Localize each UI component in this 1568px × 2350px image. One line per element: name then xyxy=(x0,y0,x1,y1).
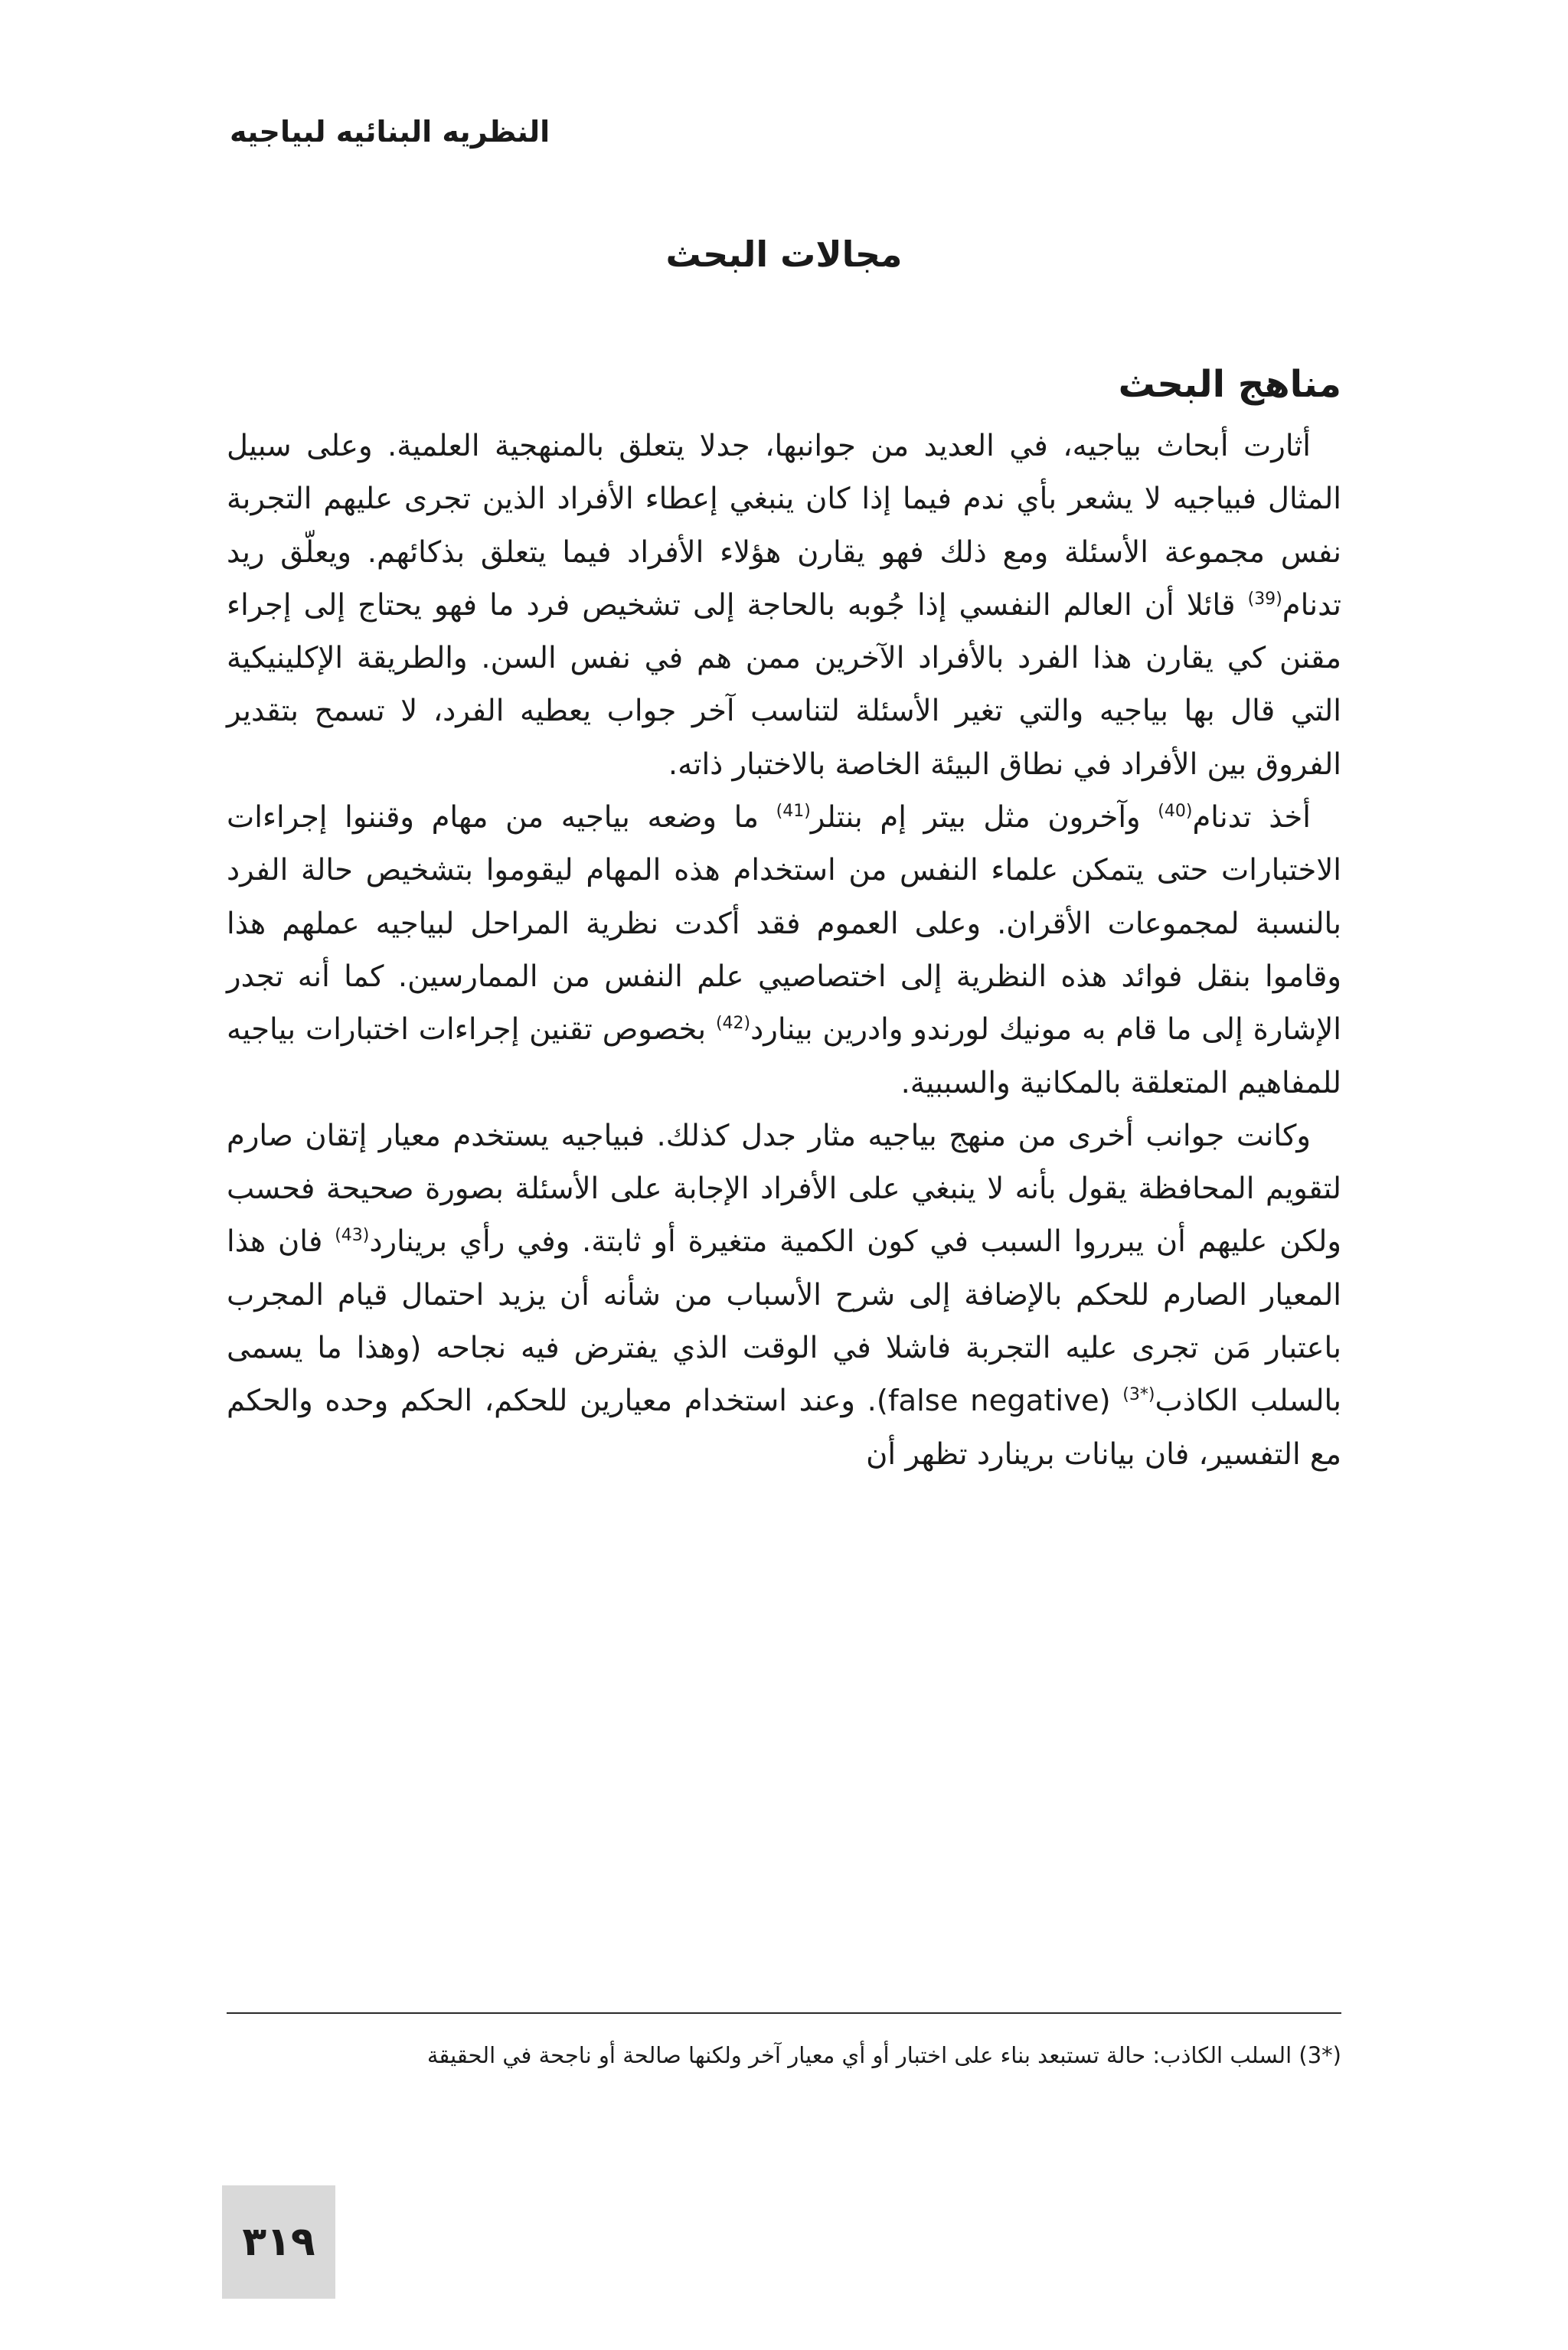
sub-heading: مناهج البحث xyxy=(1118,363,1341,406)
paragraph-1 xyxy=(227,420,1341,791)
footnote-marker: (*3) xyxy=(1122,1385,1155,1405)
paragraph-2 xyxy=(227,791,1341,1110)
page-number: ٣١٩ xyxy=(242,2219,315,2265)
citation-ref-40: (40) xyxy=(1158,802,1193,822)
body-text xyxy=(227,420,1341,1481)
paragraph-3-text-a: وكانت جوانب أخرى من منهج بياجيه مثار جدل كذلك. فبياجيه يستخدم معيار إتقان صارم لتقويم المحافظة يقول بأنه لا ينبغي على الأفراد الإجابة على الأسئلة بصورة صحيحة فحسب ولكن عليهم أن يبرروا السبب في كون الكمية متغيرة أو ثابتة. وفي رأي برينارد xyxy=(227,1118,1342,1260)
paragraph-2-text-a: أخذ تدنام xyxy=(1192,800,1311,835)
paragraph-3-text-c: (false negative). وعند استخدام معيارين للحكم، الحكم وحده والحكم مع التفسير، فان بيانات برينارد تظهر أن xyxy=(227,1384,1341,1472)
paragraph-3 xyxy=(227,1110,1341,1481)
running-head: النظريه البنائيه لبياجيه xyxy=(230,115,550,149)
footnote: (*3) السلب الكاذب: حالة تستبعد بناء على اختبار أو أي معيار آخر ولكنها صالحة أو ناجحة في الحقيقة xyxy=(426,2042,1341,2068)
citation-ref-39: (39) xyxy=(1247,590,1282,610)
section-title: مجالات البحث xyxy=(665,234,903,275)
paragraph-2-text-c: ما وضعه بياجيه من مهام وقننوا إجراءات الاختبارات حتى يتمكن علماء النفس من استخدام هذه المهام ليقوموا بتشخيص حالة الفرد بالنسبة لمجموعات الأقران. وعلى العموم فقد أكدت نظرية المراحل لبياجيه عملهم هذا وقاموا بنقل فوائد هذه النظرية إلى اختصاصيي علم النفس من الممارسين. كما أنه تجدر الإشارة إلى ما قام به مونيك لورندو وادرين بينارد xyxy=(227,800,1341,1048)
citation-ref-41: (41) xyxy=(776,802,811,822)
page-number-box xyxy=(222,2185,335,2299)
paragraph-1-text-b: قائلا أن العالم النفسي إذا جُوبه بالحاجة إلى تشخيص فرد ما فهو يحتاج إلى إجراء مقنن كي يقارن هذا الفرد بالأفراد الآخرين ممن هم في نفس السن. والطريقة الإكلينيكية التي قال بها بياجيه والتي تغير الأسئلة لتناسب آخر جواب يعطيه الفرد، لا تسمح بتقدير الفروق بين الأفراد في نطاق البيئة الخاصة بالاختبار ذاته. xyxy=(227,587,1341,782)
paragraph-2-text-d: بخصوص تقنين إجراءات اختبارات بياجيه للمفاهيم المتعلقة بالمكانية والسببية. xyxy=(227,1012,1341,1100)
paragraph-3-text-b: فان هذا المعيار الصارم للحكم بالإضافة إلى شرح الأسباب من شأنه أن يزيد احتمال قيام المجرب باعتبار مَن تجرى عليه التجربة فاشلا في الوقت الذي يفترض فيه نجاحه (وهذا ما يسمى بالسلب الكاذب xyxy=(227,1224,1341,1419)
paragraph-1-text-a: أثارت أبحاث بياجيه، في العديد من جوانبها، جدلا يتعلق بالمنهجية العلمية. وعلى سبيل المثال فبياجيه لا يشعر بأي ندم فيما إذا كان ينبغي إعطاء الأفراد الذين تجرى عليهم التجربة نفس مجموعة الأسئلة ومع ذلك فهو يقارن هؤلاء الأفراد فيما يتعلق بذكائهم. ويعلّق ريد تدنام xyxy=(227,429,1341,623)
citation-ref-43: (43) xyxy=(335,1226,370,1246)
paragraph-2-text-b: وآخرون مثل بيتر إم بنتلر xyxy=(810,800,1158,835)
footnote-divider xyxy=(227,2012,1341,2014)
citation-ref-42: (42) xyxy=(715,1014,751,1034)
